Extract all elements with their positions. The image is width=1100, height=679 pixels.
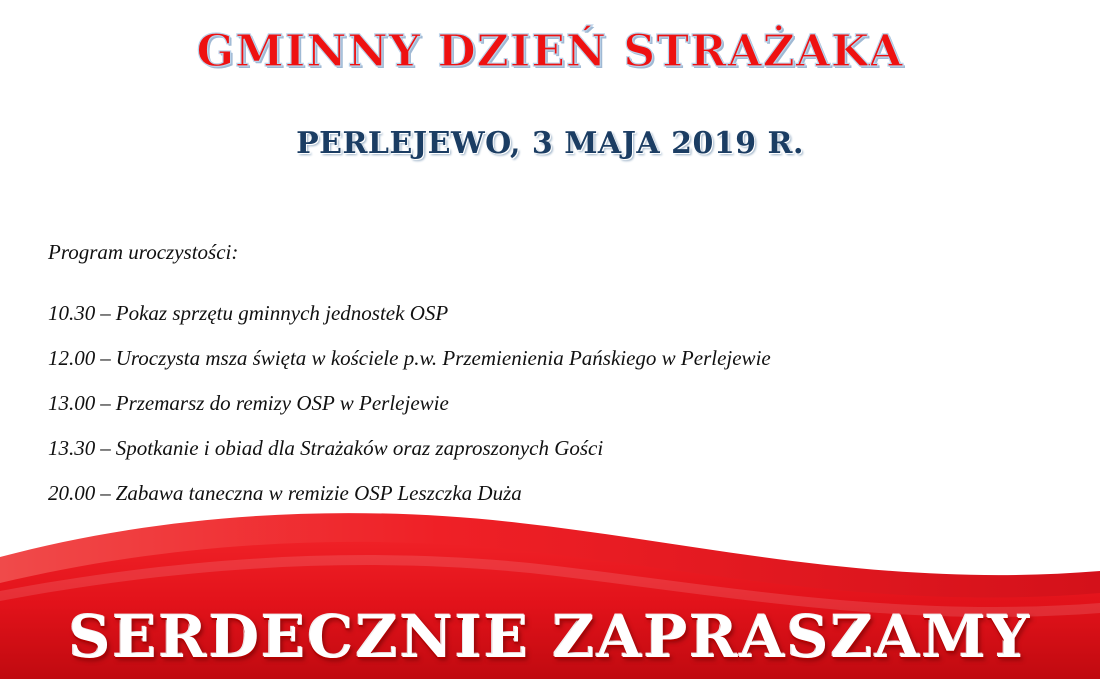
list-item	[48, 346, 1048, 371]
item-time: 12.00	[48, 346, 96, 370]
item-time: 13.00	[48, 391, 96, 415]
item-dash: –	[100, 481, 111, 505]
item-time: 13.30	[48, 436, 96, 460]
item-text: Przemarsz do remizy OSP w Perlejewie	[115, 391, 449, 415]
item-dash: –	[100, 391, 111, 415]
list-item	[48, 436, 1048, 461]
item-time: 20.00	[48, 481, 96, 505]
item-dash: –	[100, 346, 111, 370]
item-dash: –	[100, 301, 111, 325]
list-item	[48, 301, 1048, 326]
program-list	[48, 301, 1048, 506]
program-heading: Program uroczystości:	[48, 240, 239, 264]
page-subtitle: PERLEJEWO, 3 MAJA 2019 R.	[296, 126, 804, 161]
item-text: Pokaz sprzętu gminnych jednostek OSP	[115, 301, 449, 325]
item-text: Spotkanie i obiad dla Strażaków oraz zaproszonych Gości	[115, 436, 604, 460]
item-time: 10.30	[48, 301, 96, 325]
page-title: GMINNY DZIEŃ STRAŻAKA	[196, 26, 904, 77]
item-text: Zabawa taneczna w remizie OSP Leszczka Duża	[115, 481, 522, 505]
list-item	[48, 391, 1048, 416]
item-dash: –	[100, 436, 111, 460]
item-text: Uroczysta msza święta w kościele p.w. Przemienienia Pańskiego w Perlejewie	[115, 346, 771, 370]
footer-invitation-text: SERDECZNIE ZAPRASZAMY	[68, 603, 1032, 671]
